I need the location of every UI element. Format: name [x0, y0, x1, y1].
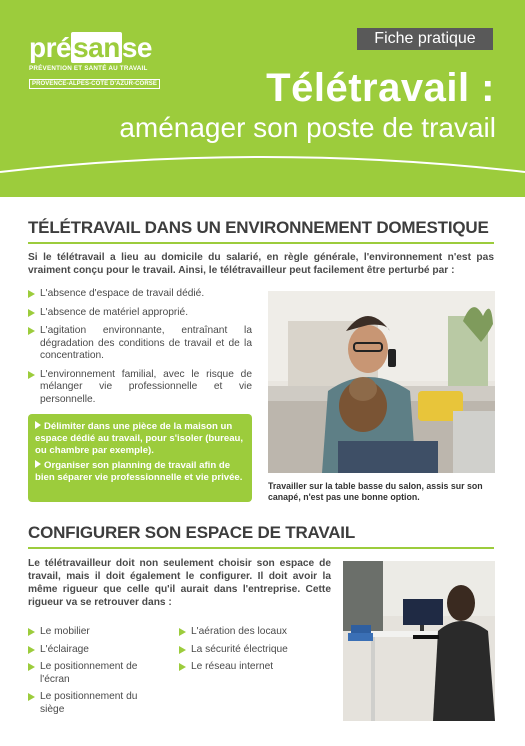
- presanse-logo: présanse PRÉVENTION ET SANTÉ AU TRAVAIL PROVENCE-ALPES-CÔTE D'AZUR-CORSE: [29, 34, 160, 90]
- header-banner: [0, 0, 525, 197]
- triangle-bullet-icon: [28, 309, 35, 317]
- tip-item: Organiser son planning de travail afin de bien séparer vie professionnelle et vie privée.: [35, 460, 243, 483]
- logo-subtitle: PRÉVENTION ET SANTÉ AU TRAVAIL: [29, 65, 148, 72]
- triangle-bullet-icon: [28, 371, 35, 379]
- list-item: Le positionnement de l'écran: [28, 661, 155, 686]
- section-divider: [28, 242, 494, 244]
- list-item: L'éclairage: [28, 644, 168, 657]
- list-item: L'environnement familial, avec le risque de mélanger vie professionnelle et vie personnelle.: [28, 369, 252, 407]
- list-item: La sécurité électrique: [179, 644, 319, 657]
- config-list-right: [179, 626, 319, 679]
- section-intro: Si le télétravail a lieu au domicile du salarié, en règle générale, l'environnement n'est pas vraiment conçu pour le travail. Ainsi, le télétravailleur peut facilement être perturbé par :: [28, 252, 494, 276]
- config-list-left: [28, 626, 168, 721]
- list-item: Le positionnement du siège: [28, 691, 155, 716]
- section-intro: Le télétravailleur doit non seulement choisir son espace de travail, mais il doit également le configurer. Il doit avoir la même rigueur que celle qu'il aurait dans l'entreprise. Cette rigueur va se retrouver dans :: [28, 558, 331, 608]
- section-heading-configure: CONFIGURER SON ESPACE DE TRAVAIL: [28, 523, 356, 542]
- section-divider: [28, 547, 494, 549]
- triangle-bullet-icon: [28, 663, 35, 671]
- bullet-list: [28, 288, 252, 412]
- triangle-bullet-icon: [28, 646, 35, 654]
- page-subtitle: aménager son poste de travail: [119, 112, 496, 143]
- fiche-badge: Fiche pratique: [357, 28, 493, 50]
- triangle-bullet-icon: [28, 628, 35, 636]
- list-item: Le réseau internet: [179, 661, 319, 674]
- list-item: L'absence d'espace de travail dédié.: [28, 288, 252, 301]
- tips-box: [28, 414, 252, 502]
- list-item: L'aération des locaux: [179, 626, 319, 639]
- triangle-bullet-icon: [179, 646, 186, 654]
- triangle-bullet-icon: [179, 663, 186, 671]
- list-item: L'absence de matériel approprié.: [28, 307, 252, 320]
- header-wave: [0, 150, 525, 197]
- triangle-bullet-icon: [179, 628, 186, 636]
- triangle-bullet-icon: [35, 460, 41, 468]
- photo-desk-workstation: [343, 561, 495, 721]
- photo-caption: Travailler sur la table basse du salon, assis sur son canapé, n'est pas une bonne option.: [268, 481, 483, 502]
- photo-sofa-laptop: [268, 291, 495, 473]
- triangle-bullet-icon: [28, 693, 35, 701]
- triangle-bullet-icon: [28, 327, 35, 335]
- triangle-bullet-icon: [35, 421, 41, 429]
- tip-item: Délimiter dans une pièce de la maison un espace dédié au travail, pour s'isoler (bureau, ou chambre par exemple).: [35, 421, 244, 456]
- list-item: Le mobilier: [28, 626, 168, 639]
- logo-region: PROVENCE-ALPES-CÔTE D'AZUR-CORSE: [29, 79, 160, 89]
- section-heading-domestic: TÉLÉTRAVAIL DANS UN ENVIRONNEMENT DOMESTIQUE: [28, 218, 489, 237]
- list-item: L'agitation environnante, entraînant la dégradation des conditions de travail et de la concentration.: [28, 325, 252, 363]
- triangle-bullet-icon: [28, 290, 35, 298]
- page-title: Télétravail :: [266, 66, 495, 110]
